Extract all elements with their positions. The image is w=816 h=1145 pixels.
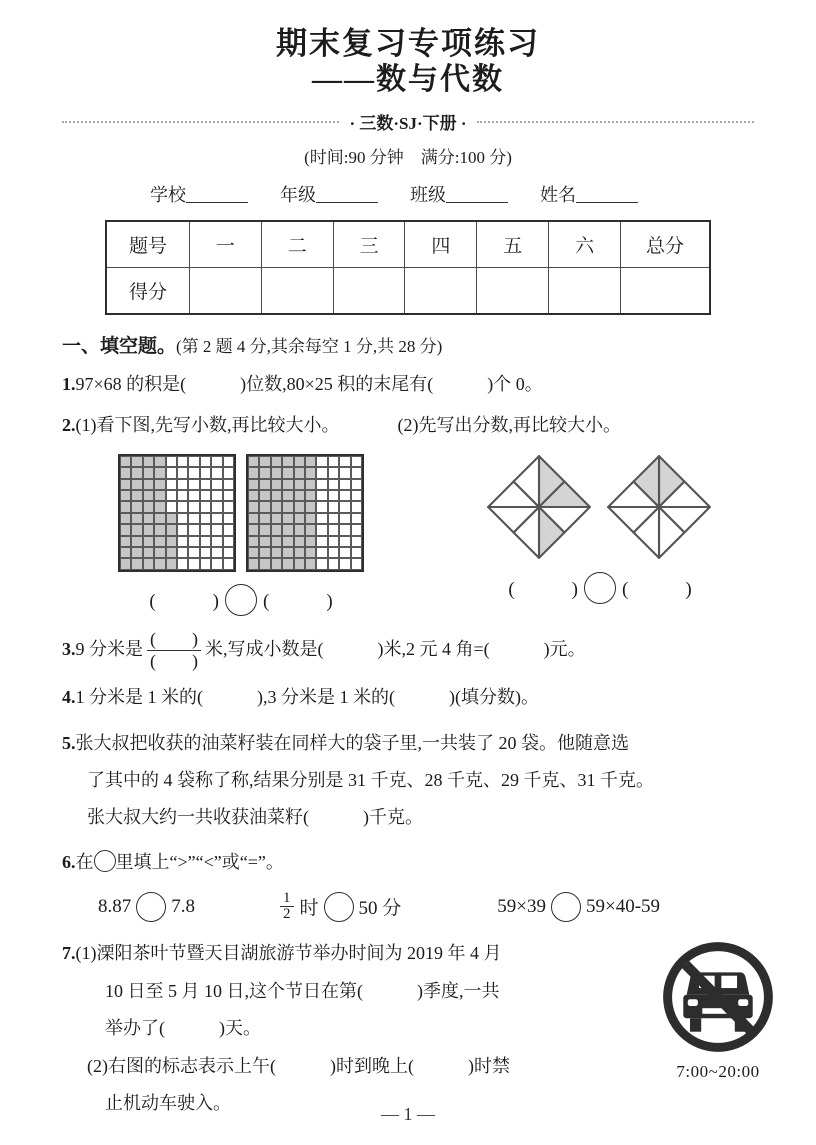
question-3-post: 米,写成小数是( )米,2 元 4 角=( )元。 [205, 639, 586, 660]
fraction-diamond-1 [486, 454, 592, 560]
comparison-item-2 [279, 891, 401, 924]
name-field [540, 181, 638, 207]
grade-blank [316, 184, 378, 203]
score-empty-cell [190, 268, 262, 315]
score-table [105, 220, 711, 315]
score-table-header-row [106, 221, 710, 268]
q7-line1-text: (1)溧阳茶叶节暨天目湖旅游节举办时间为 2019 年 4 月 [75, 943, 502, 964]
comparison-circle-1 [136, 892, 166, 922]
question-4 [62, 684, 776, 712]
question-2 [62, 412, 776, 440]
edition-label: · 三数·SJ·下册 · [349, 114, 467, 134]
score-empty-cell [261, 268, 333, 315]
question-7-line3: 举办了( )天。 [105, 1018, 261, 1039]
question-5-line3: 张大叔大约一共收获油菜籽( )千克。 [87, 806, 423, 827]
score-empty-cell [477, 268, 549, 315]
decimal-grids [118, 454, 364, 572]
score-header-cell: 五 [477, 221, 549, 268]
question-2-part1: (1)看下图,先写小数,再比较大小。 [75, 414, 340, 435]
grade-label: 年级 [280, 185, 316, 206]
question-6-comparisons [98, 891, 816, 924]
score-header-cell: 总分 [621, 221, 711, 268]
fraction-blank [147, 629, 201, 671]
question-5-text: 张大叔把收获的油菜籽装在同样大的袋子里,一共装了 20 袋。他随意选 [75, 733, 629, 754]
school-field [150, 181, 248, 207]
question-2-part2: (2)先写出分数,再比较大小。 [397, 414, 621, 435]
question-7-line4: (2)右图的标志表示上午( )时到晚上( )时禁 [87, 1055, 510, 1076]
comparison-item-3 [497, 892, 660, 922]
question-5-number: 5. [62, 733, 76, 754]
grid-blank-left: ( ) [149, 591, 219, 613]
exam-meta: (时间:90 分钟 满分:100 分) [304, 148, 512, 168]
diamond-comparison-circle [584, 572, 616, 604]
question-7-number: 7. [62, 943, 76, 964]
score-header-cell: 二 [261, 221, 333, 268]
cmp1-left: 8.87 [98, 895, 132, 917]
page-number: — 1 — [381, 1104, 435, 1124]
comparison-item-1 [98, 892, 195, 922]
grid-blank-right: ( ) [263, 591, 333, 613]
student-info-line [150, 181, 816, 207]
edition-divider [62, 109, 754, 134]
question-7-line2: 10 日至 5 月 10 日,这个节日在第( )季度,一共 [105, 980, 500, 1001]
question-1-text: 97×68 的积是( )位数,80×25 积的末尾有( )个 0。 [75, 374, 543, 395]
no-motor-vehicles-sign-icon [662, 941, 774, 1053]
question-4-number: 4. [62, 687, 76, 708]
score-header-cell: 一 [190, 221, 262, 268]
decimal-grid-2 [246, 454, 364, 572]
comparison-circle-2 [324, 892, 354, 922]
fraction-numerator-blank: ( ) [147, 629, 201, 651]
score-row-label: 得分 [106, 268, 190, 315]
question-4-text: 1 分米是 1 米的( ),3 分米是 1 米的( )(填分数)。 [75, 687, 539, 708]
school-blank [186, 184, 248, 203]
question-6-number: 6. [62, 851, 76, 872]
name-label: 姓名 [540, 185, 576, 206]
sign-time-label: 7:00~20:00 [676, 1062, 760, 1082]
question-2-number: 2. [62, 414, 76, 435]
class-blank [446, 184, 508, 203]
question-2-figures [0, 454, 816, 616]
fraction-diamond-2 [606, 454, 712, 560]
question-3-number: 3. [62, 639, 76, 660]
score-empty-cell [549, 268, 621, 315]
question-3-pre: 9 分米是 [75, 639, 143, 660]
name-blank [576, 184, 638, 203]
score-header-cell: 六 [549, 221, 621, 268]
half-denominator: 2 [283, 906, 291, 923]
score-table-score-row [106, 268, 710, 315]
diamond-compare-blanks [486, 572, 714, 604]
divider-rule-left [62, 121, 339, 123]
page-subtitle: ——数与代数 [312, 62, 504, 96]
page-title: 期末复习专项练习 [276, 26, 540, 61]
question-5 [62, 725, 776, 836]
cmp2-right: 50 分 [358, 898, 402, 920]
traffic-sign-block [648, 935, 788, 1122]
score-header-cell: 四 [405, 221, 477, 268]
fraction-diamonds [486, 454, 714, 560]
score-empty-cell [405, 268, 477, 315]
grid-comparison-circle [225, 584, 257, 616]
grid-compare-blanks [118, 584, 364, 616]
divider-rule-right [477, 121, 754, 123]
class-label: 班级 [410, 185, 446, 206]
question-7-line5: 止机动车驶入。 [105, 1092, 231, 1113]
decimal-grid-1 [118, 454, 236, 572]
section1-title: 一、填空题。 [62, 336, 177, 358]
score-empty-cell [621, 268, 711, 315]
question-1 [62, 371, 776, 399]
question-6 [62, 849, 776, 877]
grade-field [280, 181, 378, 207]
cmp2-unit: 时 [299, 898, 319, 920]
question-3 [62, 629, 776, 671]
score-header-cell: 三 [333, 221, 405, 268]
decimal-grids-figure [118, 454, 364, 616]
score-header-cell: 题号 [106, 221, 190, 268]
question-7-text [62, 935, 648, 1122]
one-half-fraction [280, 891, 294, 924]
diamond-blank-left: ( ) [508, 579, 578, 601]
question-5-line2: 了其中的 4 袋称了称,结果分别是 31 千克、28 千克、29 千克、31 千克。 [87, 770, 654, 791]
comparison-circle-3 [551, 892, 581, 922]
fraction-diamonds-figure [486, 454, 714, 616]
score-empty-cell [333, 268, 405, 315]
question-7-line1 [62, 935, 648, 972]
section1-heading [62, 331, 816, 358]
cmp3-left: 59×39 [497, 895, 546, 917]
half-numerator: 1 [280, 891, 294, 908]
question-6-pre: 在 [75, 851, 94, 872]
section1-note: (第 2 题 4 分,其余每空 1 分,共 28 分) [176, 337, 443, 357]
cmp1-right: 7.8 [171, 895, 195, 917]
fill-in-circle-icon [94, 850, 116, 872]
diamond-blank-right: ( ) [622, 579, 692, 601]
class-field [410, 181, 508, 207]
question-5-line1 [62, 725, 776, 762]
cmp3-right: 59×40-59 [586, 895, 661, 917]
question-1-number: 1. [62, 374, 76, 395]
question-7 [62, 935, 788, 1122]
fraction-denominator-blank: ( ) [150, 650, 198, 671]
question-6-post: 里填上“>”“<”或“=”。 [115, 851, 284, 872]
school-label: 学校 [150, 185, 186, 206]
